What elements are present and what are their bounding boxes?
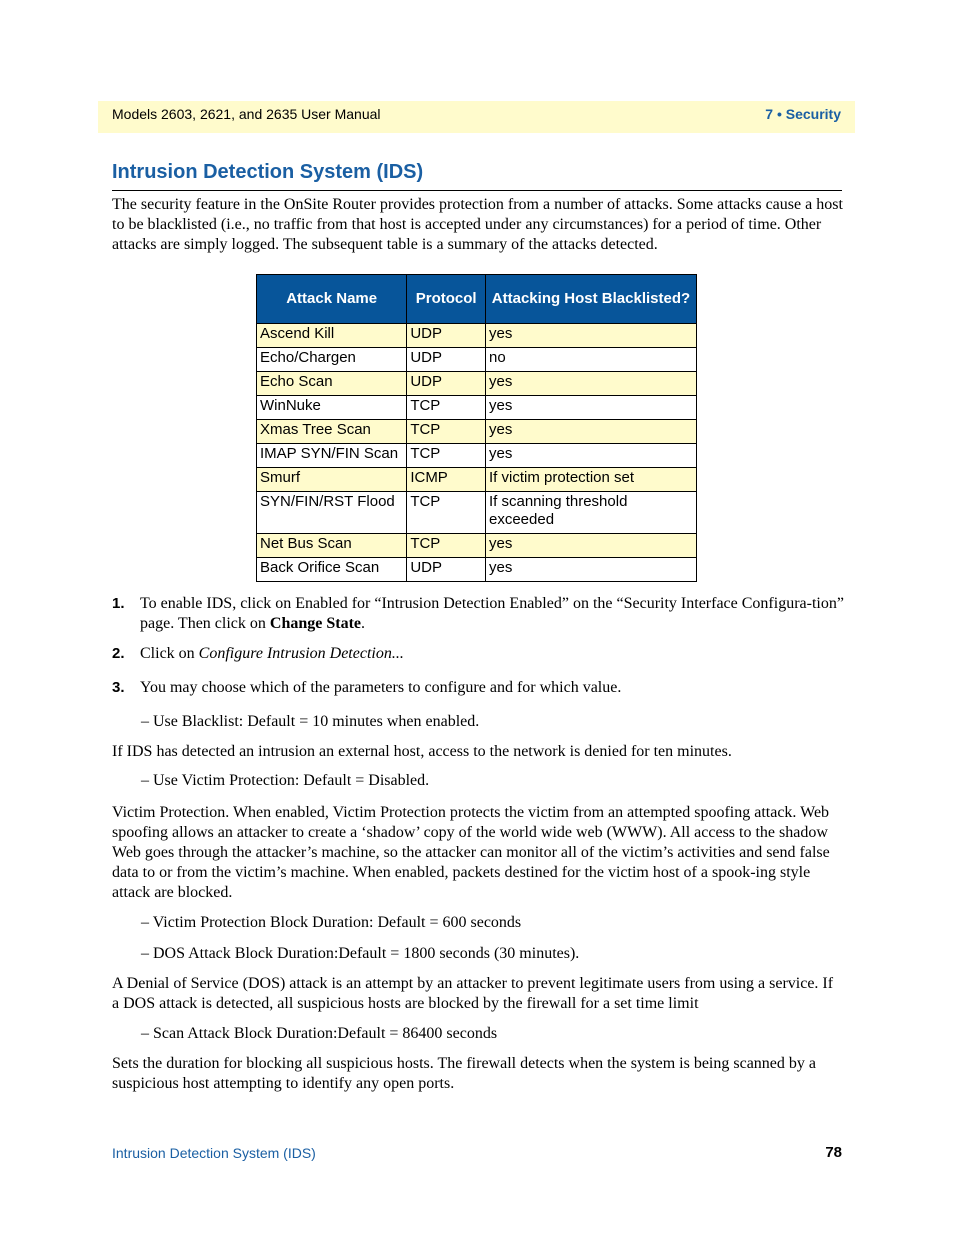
step-1: [112, 594, 844, 634]
item-use-blacklist: – Use Blacklist: Default = 10 minutes when enabled.: [141, 713, 480, 730]
step-number: 1.: [112, 595, 125, 612]
running-header-chapter: 7 • Security: [765, 106, 841, 122]
step-text: [140, 644, 844, 664]
cell-blacklisted: no: [486, 348, 697, 372]
step-number: 3.: [112, 679, 125, 696]
cell-blacklisted: yes: [486, 534, 697, 558]
cell-protocol: UDP: [407, 324, 486, 348]
cell-attack-name: Back Orifice Scan: [257, 558, 407, 582]
victim-protection-description: Victim Protection. When enabled, Victim Protection protects the victim from an attempted spoofing attack. Web spoofing allows an attacker to create a ‘shadow’ copy of the world wide web (WWW). All access to the shadow Web goes through the attacker’s machine, so the attacker can monitor all of the victim’s activities and send false data to or from the victim’s machine. When enabled, packets destined for the victim host of a spook-ing style attack are blocked.: [112, 804, 830, 901]
table-row: [257, 492, 697, 534]
cell-attack-name: Xmas Tree Scan: [257, 420, 407, 444]
cell-protocol: UDP: [407, 348, 486, 372]
cell-attack-name: Echo/Chargen: [257, 348, 407, 372]
configure-ids-label: Configure Intrusion Detection...: [198, 645, 404, 662]
step-number: 2.: [112, 645, 125, 662]
item-dos-block-duration: – DOS Attack Block Duration:Default = 1800 seconds (30 minutes).: [141, 945, 580, 962]
column-header-protocol: Protocol: [407, 275, 486, 324]
item-victim-block-duration: – Victim Protection Block Duration: Default = 600 seconds: [141, 914, 522, 931]
cell-blacklisted: yes: [486, 372, 697, 396]
blacklist-description: If IDS has detected an intrusion an external host, access to the network is denied for ten minutes.: [112, 743, 732, 760]
table-row: [257, 396, 697, 420]
page-number: 78: [825, 1144, 842, 1161]
running-header-title: Models 2603, 2621, and 2635 User Manual: [112, 106, 381, 122]
step-text: You may choose which of the parameters to configure and for which value.: [140, 679, 622, 696]
dos-description: A Denial of Service (DOS) attack is an attempt by an attacker to prevent legitimate users from using a service. If a DOS attack is detected, all suspicious hosts are blocked by the firewall for a set time limit: [112, 975, 834, 1012]
table-row: [257, 558, 697, 582]
cell-protocol: UDP: [407, 372, 486, 396]
table-row: [257, 324, 697, 348]
table-row: [257, 348, 697, 372]
cell-blacklisted: yes: [486, 444, 697, 468]
table-row: [257, 534, 697, 558]
cell-attack-name: Smurf: [257, 468, 407, 492]
cell-protocol: ICMP: [407, 468, 486, 492]
cell-attack-name: SYN/FIN/RST Flood: [257, 492, 407, 534]
cell-blacklisted: yes: [486, 396, 697, 420]
scan-description: Sets the duration for blocking all suspicious hosts. The firewall detects when the system is being scanned by a suspicious host attempting to identify any open ports.: [112, 1055, 817, 1092]
section-title: Intrusion Detection System (IDS): [112, 161, 424, 183]
column-header-blacklisted: Attacking Host Blacklisted?: [486, 275, 697, 324]
cell-protocol: TCP: [407, 492, 486, 534]
table-row: [257, 372, 697, 396]
column-header-attack-name: Attack Name: [257, 275, 407, 324]
cell-blacklisted: yes: [486, 558, 697, 582]
table-row: [257, 468, 697, 492]
step-1-period: .: [361, 615, 365, 632]
cell-protocol: TCP: [407, 444, 486, 468]
cell-protocol: UDP: [407, 558, 486, 582]
cell-attack-name: Echo Scan: [257, 372, 407, 396]
table-row: [257, 420, 697, 444]
cell-protocol: TCP: [407, 420, 486, 444]
step-text: [140, 594, 844, 634]
item-use-victim-protection: – Use Victim Protection: Default = Disabled.: [141, 772, 430, 789]
cell-attack-name: WinNuke: [257, 396, 407, 420]
attacks-table: [256, 274, 697, 582]
cell-protocol: TCP: [407, 534, 486, 558]
footer-section-name: Intrusion Detection System (IDS): [112, 1145, 316, 1161]
cell-blacklisted: If scanning threshold exceeded: [486, 492, 697, 534]
cell-protocol: TCP: [407, 396, 486, 420]
step-1-text: To enable IDS, click on Enabled for “Intrusion Detection Enabled” on the “Security Interface Configura-tion” page. Then click on: [140, 595, 844, 632]
title-divider: [112, 190, 842, 191]
cell-attack-name: Net Bus Scan: [257, 534, 407, 558]
cell-blacklisted: If victim protection set: [486, 468, 697, 492]
intro-paragraph: The security feature in the OnSite Router provides protection from a number of attacks. Some attacks cause a host to be blacklisted (i.e., no traffic from that host is accepted under any circumstances) for a period of time. Other attacks are simply logged. The subsequent table is a summary of the attacks detected.: [112, 196, 843, 253]
step-2-text: Click on: [140, 645, 199, 662]
table-row: [257, 444, 697, 468]
cell-attack-name: Ascend Kill: [257, 324, 407, 348]
step-2: [112, 644, 844, 664]
item-scan-block-duration: – Scan Attack Block Duration:Default = 86400 seconds: [141, 1025, 498, 1042]
table-header-row: [257, 275, 697, 324]
cell-blacklisted: yes: [486, 324, 697, 348]
step-3: [112, 678, 844, 698]
cell-attack-name: IMAP SYN/FIN Scan: [257, 444, 407, 468]
change-state-label: Change State: [269, 615, 361, 632]
cell-blacklisted: yes: [486, 420, 697, 444]
